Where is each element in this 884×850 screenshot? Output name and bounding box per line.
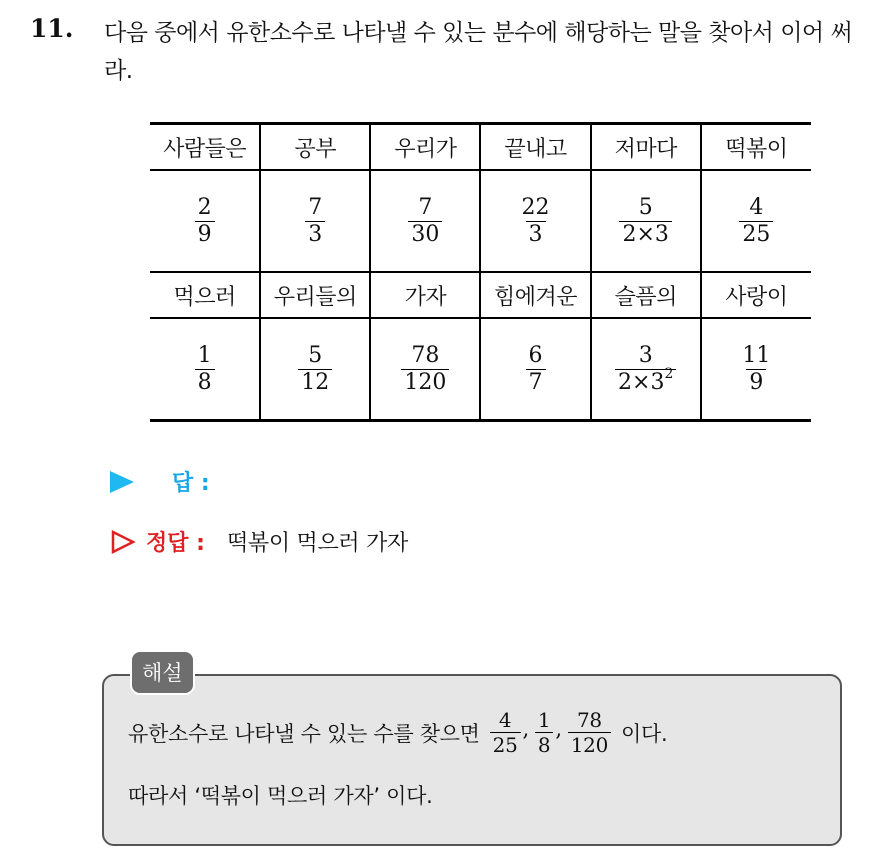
- table-cell-word: 가자: [370, 272, 480, 318]
- table-cell-word: 먹으러: [150, 272, 260, 318]
- fraction: [739, 343, 773, 396]
- table-cell-word: 사랑이: [701, 272, 811, 318]
- numerator: 6: [528, 342, 543, 368]
- denominator: 2×3: [619, 221, 671, 248]
- table-cell-fraction: [370, 318, 480, 421]
- table-cell-fraction: [260, 170, 370, 272]
- outline-play-icon: [110, 529, 136, 555]
- explanation-suffix: 이다.: [621, 721, 668, 746]
- numerator: 11: [742, 342, 771, 368]
- question-text: 다음 중에서 유한소수로 나타낼 수 있는 분수에 해당하는 말을 찾아서 이어 써라.: [104, 20, 853, 84]
- explanation-tag: 해설: [130, 650, 195, 695]
- fraction: [408, 195, 442, 248]
- denominator-exponent: 2: [664, 366, 674, 383]
- denominator: 120: [568, 732, 611, 757]
- fraction: [739, 195, 773, 248]
- table-row: [150, 124, 811, 171]
- table-cell-fraction: [480, 170, 590, 272]
- denominator: 8: [535, 732, 553, 757]
- fraction: [619, 195, 671, 248]
- numerator: 4: [498, 708, 512, 732]
- table-cell-word: 떡볶이: [701, 124, 811, 171]
- fraction: [195, 343, 215, 396]
- fraction: [535, 708, 553, 757]
- denominator: 30: [408, 221, 442, 248]
- denominator: 120: [401, 369, 449, 396]
- table-row: [150, 170, 811, 272]
- denominator: 7: [526, 369, 546, 396]
- table-cell-fraction: [150, 170, 260, 272]
- comma-separator: ,: [522, 717, 529, 741]
- explanation-line-2: 따라서 ‘떡볶이 먹으러 가자’ 이다.: [128, 784, 433, 808]
- fraction: [195, 195, 215, 248]
- numerator: 78: [411, 342, 440, 368]
- numerator: 3: [638, 342, 653, 368]
- numerator: 22: [521, 194, 550, 220]
- table-cell-word: 공부: [260, 124, 370, 171]
- numerator: 7: [418, 194, 433, 220]
- numerator: 2: [197, 194, 212, 220]
- table-cell-word: 우리들의: [260, 272, 370, 318]
- numerator: 7: [308, 194, 323, 220]
- table-row: [150, 272, 811, 318]
- numerator: 5: [638, 194, 653, 220]
- denominator: 9: [195, 221, 215, 248]
- table-cell-word: 끝내고: [480, 124, 590, 171]
- table-cell-fraction: [150, 318, 260, 421]
- numerator: 1: [197, 342, 212, 368]
- denominator: 8: [195, 369, 215, 396]
- numerator: 1: [537, 708, 551, 732]
- table-cell-fraction: [260, 318, 370, 421]
- fraction: [305, 195, 325, 248]
- numerator: 4: [749, 194, 764, 220]
- denominator: 9: [746, 369, 766, 396]
- table-row: [150, 318, 811, 421]
- table-cell-fraction: [370, 170, 480, 272]
- fraction: [519, 195, 553, 248]
- answer-line: [110, 466, 210, 497]
- fraction: [568, 708, 611, 757]
- denominator: [615, 366, 676, 396]
- correct-answer-value: 떡볶이 먹으러 가자: [226, 531, 408, 556]
- correct-answer-label: 정답 :: [146, 531, 205, 556]
- table-cell-fraction: [591, 170, 701, 272]
- table-cell-fraction: [701, 170, 811, 272]
- table-cell-fraction: [480, 318, 590, 421]
- numerator: 78: [576, 708, 602, 732]
- explanation-line-1: [128, 708, 667, 757]
- table-cell-word: 우리가: [370, 124, 480, 171]
- play-icon: [110, 471, 134, 493]
- fraction: [526, 343, 546, 396]
- question-number: 11.: [30, 14, 74, 43]
- word-fraction-table: [150, 122, 811, 422]
- answer-label: 답 :: [172, 471, 210, 496]
- table-cell-word: 저마다: [591, 124, 701, 171]
- table-cell-fraction: [591, 318, 701, 421]
- table-cell-word: 슬픔의: [591, 272, 701, 318]
- table-cell-word: 사람들은: [150, 124, 260, 171]
- explanation-prefix: 유한소수로 나타낼 수 있는 수를 찾으면: [128, 721, 480, 746]
- denominator: 25: [739, 221, 773, 248]
- table-cell-fraction: [701, 318, 811, 421]
- denominator: 12: [298, 369, 332, 396]
- denominator: 3: [526, 221, 546, 248]
- correct-answer-line: [110, 526, 408, 557]
- denominator: 25: [490, 732, 521, 757]
- fraction: [490, 708, 521, 757]
- fraction: [298, 343, 332, 396]
- numerator: 5: [308, 342, 323, 368]
- explanation-box: [102, 674, 842, 846]
- fraction: [615, 343, 676, 396]
- denominator-base: 2×3: [618, 369, 665, 395]
- table-cell-word: 힘에겨운: [480, 272, 590, 318]
- comma-separator: ,: [555, 717, 562, 741]
- fraction: [401, 343, 449, 396]
- denominator: 3: [305, 221, 325, 248]
